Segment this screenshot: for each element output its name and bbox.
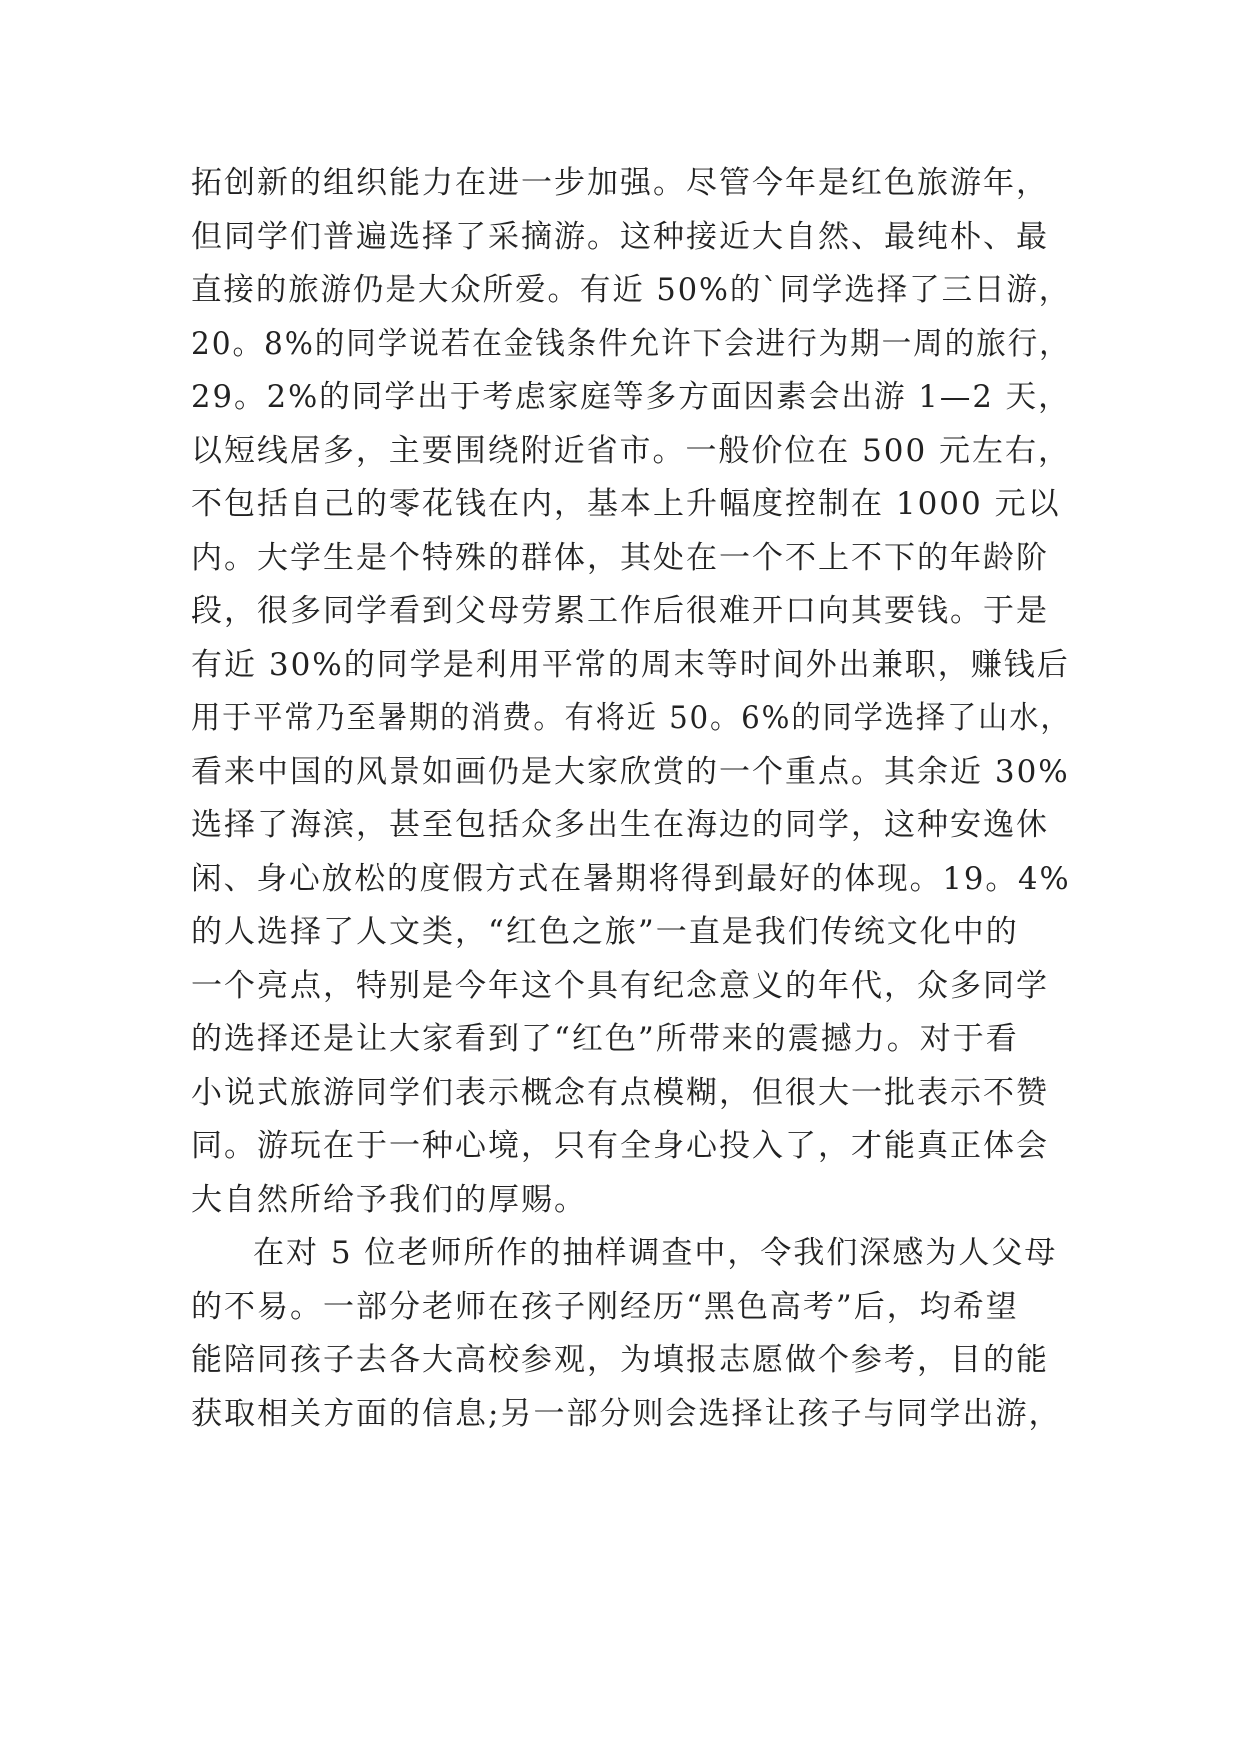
text-line: 一个亮点，特别是今年这个具有纪念意义的年代，众多同学	[191, 967, 1049, 1004]
text-line: 但同学们普遍选择了采摘游。这种接近大自然、最纯朴、最	[191, 218, 1049, 255]
text-line: 段，很多同学看到父母劳累工作后很难开口向其要钱。于是	[191, 593, 1049, 629]
text-line: 大自然所给予我们的厚赐。	[191, 1181, 587, 1218]
text-line: 直接的旅游仍是大众所爱。有近 50%的`同学选择了三日游，	[191, 272, 1072, 308]
text-line: 以短线居多，主要围绕附近省市。一般价位在 500 元左右，	[191, 432, 1071, 469]
text-line: 用于平常乃至暑期的消费。有将近 50。6%的同学选择了山水，	[191, 700, 1072, 736]
text-line: 选择了海滨，甚至包括众多出生在海边的同学，这种安逸休	[191, 807, 1049, 843]
text-line: 拓创新的组织能力在进一步加强。尽管今年是红色旅游年，	[191, 165, 1049, 201]
text-line: 闲、身心放松的度假方式在暑期将得到最好的体现。19。4%	[191, 860, 1071, 897]
text-line: 看来中国的风景如画仍是大家欣赏的一个重点。其余近 30%	[191, 753, 1070, 790]
text-line: 20。8%的同学说若在金钱条件允许下会进行为期一周的旅行，	[191, 325, 1071, 362]
text-line: 的选择还是让大家看到了“红色”所带来的震撼力。对于看	[191, 1021, 1019, 1057]
text-line: 不包括自己的零花钱在内，基本上升幅度控制在 1000 元以	[191, 486, 1061, 522]
text-line: 内。大学生是个特殊的群体，其处在一个不上不下的年龄阶	[191, 539, 1049, 576]
text-line: 同。游玩在于一种心境，只有全身心投入了，才能真正体会	[191, 1128, 1049, 1164]
text-line: 的人选择了人文类，“红色之旅”一直是我们传统文化中的	[191, 914, 1019, 950]
text-line: 小说式旅游同学们表示概念有点模糊，但很大一批表示不赞	[191, 1074, 1049, 1111]
text-line: 能陪同孩子去各大高校参观，为填报志愿做个参考，目的能	[191, 1342, 1049, 1378]
text-line: 的不易。一部分老师在孩子刚经历“黑色高考”后，均希望	[191, 1288, 1019, 1325]
text-line: 29。2%的同学出于考虑家庭等多方面因素会出游 1—2 天，	[191, 379, 1071, 415]
text-line: 获取相关方面的信息;另一部分则会选择让孩子与同学出游，	[191, 1395, 1062, 1432]
text-line: 有近 30%的同学是利用平常的周末等时间外出兼职，赚钱后	[191, 646, 1070, 683]
text-line: 在对 5 位老师所作的抽样调查中，令我们深感为人父母	[253, 1235, 1058, 1271]
